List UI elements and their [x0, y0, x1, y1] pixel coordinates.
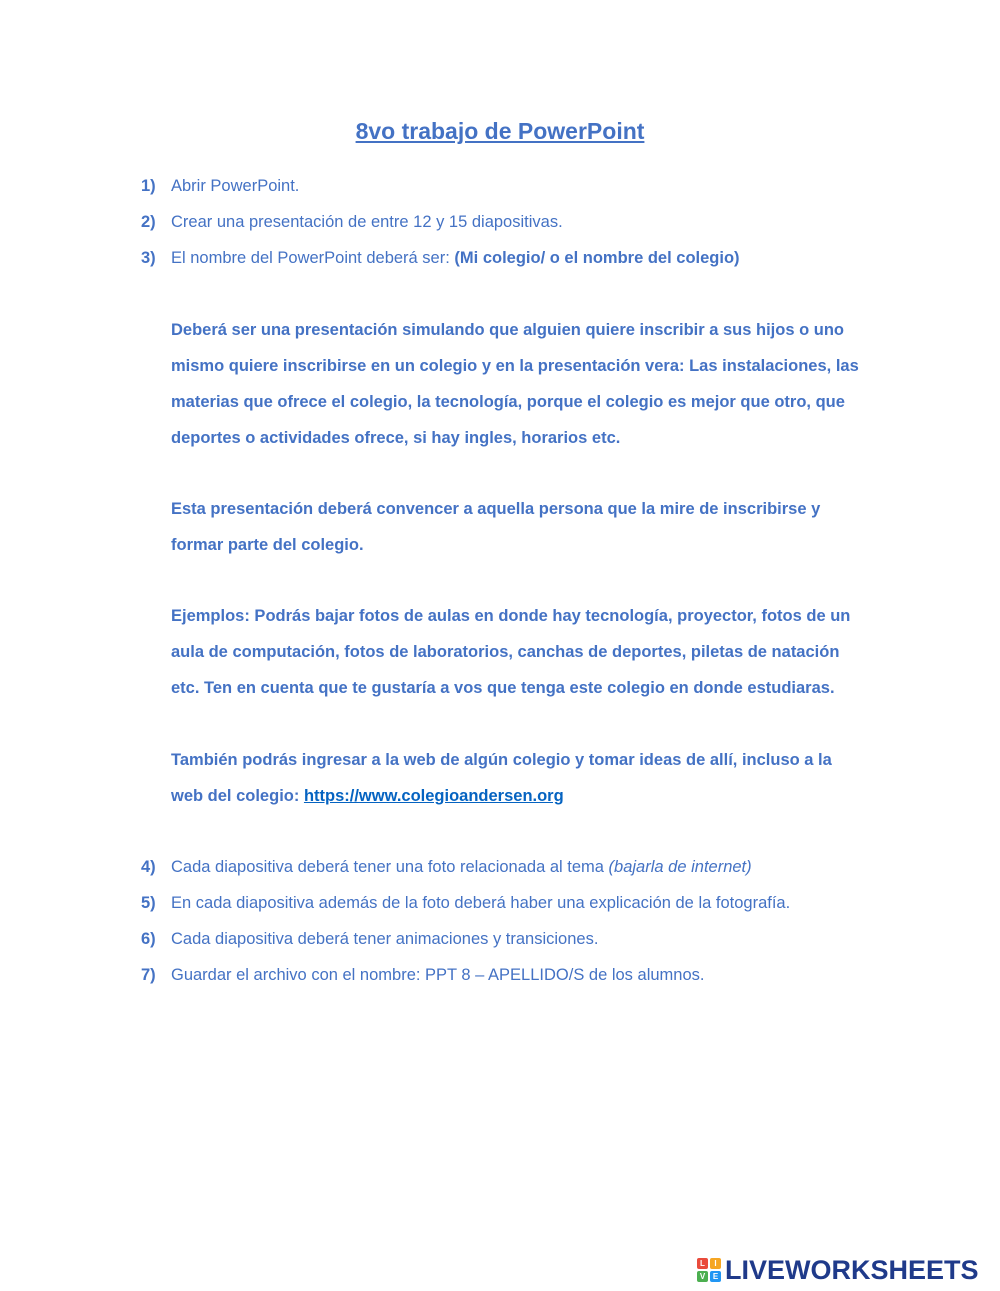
step-number: 7) — [141, 966, 156, 984]
paragraph-line: Ejemplos: Podrás bajar fotos de aulas en donde hay tecnología, proyector, fotos de un — [171, 607, 851, 625]
step-number: 5) — [141, 894, 156, 912]
step-text: Crear una presentación de entre 12 y 15 diapositivas. — [171, 213, 563, 231]
step-text: Cada diapositiva deberá tener una foto relacionada al tema — [171, 858, 609, 876]
step-text: Abrir PowerPoint. — [171, 177, 300, 195]
paragraph-convince — [171, 491, 891, 563]
logo-block: L — [697, 1258, 708, 1269]
step-7 — [141, 963, 881, 987]
step-3 — [141, 246, 881, 270]
step-2 — [141, 210, 881, 234]
paragraph-line: deportes o actividades ofrece, si hay ingles, horarios etc. — [171, 429, 621, 447]
step-text: Guardar el archivo con el nombre: PPT 8 – APELLIDO/S de los alumnos. — [171, 966, 705, 984]
paragraph-description — [171, 312, 891, 456]
logo-block: V — [697, 1271, 708, 1282]
step-6 — [141, 927, 881, 951]
paragraph-web — [171, 742, 891, 814]
step-number: 3) — [141, 249, 156, 267]
step-number: 6) — [141, 930, 156, 948]
step-4 — [141, 855, 881, 879]
school-website-link[interactable]: https://www.colegioandersen.org — [303, 787, 564, 805]
paragraph-line: Esta presentación deberá convencer a aquella persona que la mire de inscribirse y — [171, 500, 821, 518]
step-bold-text: (Mi colegio/ o el nombre del colegio) — [454, 249, 740, 267]
step-text: Cada diapositiva deberá tener animaciones y transiciones. — [171, 930, 599, 948]
paragraph-line: Deberá ser una presentación simulando que alguien quiere inscribir a sus hijos o uno — [171, 321, 844, 339]
step-italic-text: (bajarla de internet) — [608, 858, 752, 876]
paragraph-line: mismo quiere inscribirse en un colegio y en la presentación vera: Las instalaciones, las — [171, 357, 859, 375]
link-prefix: web del colegio: — [171, 787, 304, 805]
step-5 — [141, 891, 881, 915]
step-1 — [141, 174, 881, 198]
step-text: El nombre del PowerPoint deberá ser: — [171, 249, 455, 267]
paragraph-line — [171, 778, 891, 814]
step-number: 2) — [141, 213, 156, 231]
step-number: 1) — [141, 177, 156, 195]
paragraph-line: aula de computación, fotos de laboratorios, canchas de deportes, piletas de natación — [171, 643, 840, 661]
paragraph-line: etc. Ten en cuenta que te gustaría a vos que tenga este colegio en donde estudiaras. — [171, 679, 835, 697]
logo-block: I — [710, 1258, 721, 1269]
logo-text: LIVEWORKSHEETS — [725, 1254, 979, 1285]
paragraph-examples — [171, 598, 891, 706]
logo-icon — [697, 1258, 721, 1282]
step-number: 4) — [141, 858, 156, 876]
page-title: 8vo trabajo de PowerPoint — [355, 118, 645, 144]
paragraph-line: También podrás ingresar a la web de algún colegio y tomar ideas de allí, incluso a la — [171, 751, 832, 769]
liveworksheets-logo[interactable] — [697, 1253, 979, 1287]
paragraph-line: materias que ofrece el colegio, la tecnología, porque el colegio es mejor que otro, que — [171, 393, 845, 411]
paragraph-line: formar parte del colegio. — [171, 536, 364, 554]
step-text: En cada diapositiva además de la foto deberá haber una explicación de la fotografía. — [171, 894, 791, 912]
logo-block: E — [710, 1271, 721, 1282]
